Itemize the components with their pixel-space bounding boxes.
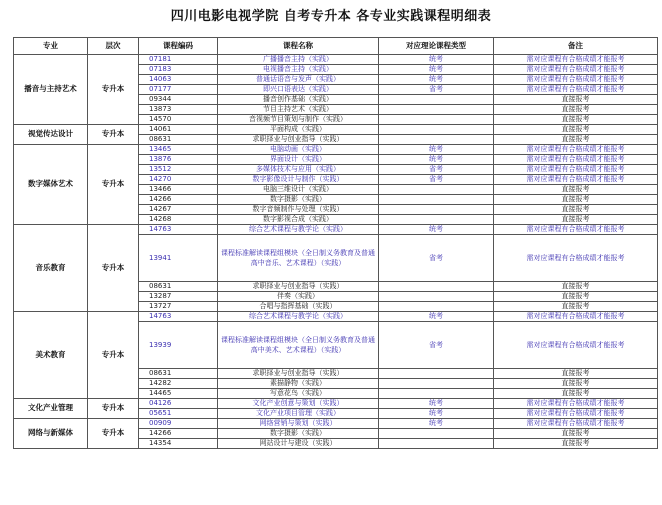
course-name: 综合艺术课程与教学论（实践） <box>218 225 379 235</box>
course-name: 课程标准解读课程组模块（全日制义务教育及普通高中美术、艺术课程）（实践） <box>218 322 379 369</box>
course-name: 网站设计与建设（实践） <box>218 439 379 449</box>
remark: 直接报考 <box>494 429 658 439</box>
course-code: 13512 <box>139 165 218 175</box>
course-name: 电脑动画（实践） <box>218 145 379 155</box>
theory-type <box>379 135 494 145</box>
remark: 直接报考 <box>494 135 658 145</box>
theory-type <box>379 215 494 225</box>
course-name: 即兴口语表达（实践） <box>218 85 379 95</box>
course-name: 文化产业创意与策划（实践） <box>218 399 379 409</box>
course-code: 14266 <box>139 195 218 205</box>
remark: 需对应课程有合格成绩才能报考 <box>494 75 658 85</box>
remark: 直接报考 <box>494 115 658 125</box>
header-level: 层次 <box>88 38 139 55</box>
course-code: 14266 <box>139 429 218 439</box>
theory-type <box>379 302 494 312</box>
major-name: 网络与新媒体 <box>14 419 88 449</box>
theory-type <box>379 195 494 205</box>
theory-type <box>379 369 494 379</box>
theory-type: 统考 <box>379 419 494 429</box>
course-name: 网络营销与策划（实践） <box>218 419 379 429</box>
theory-type: 省考 <box>379 175 494 185</box>
course-code: 14465 <box>139 389 218 399</box>
course-name: 求职择业与创业指导（实践） <box>218 135 379 145</box>
remark: 直接报考 <box>494 292 658 302</box>
remark: 直接报考 <box>494 369 658 379</box>
theory-type: 统考 <box>379 75 494 85</box>
course-name: 求职择业与创业指导（实践） <box>218 282 379 292</box>
table-row <box>14 55 658 65</box>
major-name: 视觉传达设计 <box>14 125 88 145</box>
theory-type <box>379 185 494 195</box>
remark: 需对应课程有合格成绩才能报考 <box>494 399 658 409</box>
theory-type: 统考 <box>379 55 494 65</box>
major-name: 播音与主持艺术 <box>14 55 88 125</box>
course-name: 综合艺术课程与教学论（实践） <box>218 312 379 322</box>
course-name: 数字音频制作与处理（实践） <box>218 205 379 215</box>
course-name: 数字摄影（实践） <box>218 195 379 205</box>
course-name: 界面设计（实践） <box>218 155 379 165</box>
remark: 需对应课程有合格成绩才能报考 <box>494 312 658 322</box>
course-code: 14063 <box>139 75 218 85</box>
remark: 直接报考 <box>494 125 658 135</box>
theory-type <box>379 292 494 302</box>
remark: 需对应课程有合格成绩才能报考 <box>494 85 658 95</box>
remark: 需对应课程有合格成绩才能报考 <box>494 165 658 175</box>
theory-type: 省考 <box>379 322 494 369</box>
course-name: 节目主持艺术（实践） <box>218 105 379 115</box>
table-body <box>14 55 658 449</box>
course-code: 14270 <box>139 175 218 185</box>
course-code: 14763 <box>139 312 218 322</box>
table-header-row <box>14 38 658 55</box>
remark: 需对应课程有合格成绩才能报考 <box>494 175 658 185</box>
level-cell: 专升本 <box>88 125 139 145</box>
remark: 直接报考 <box>494 379 658 389</box>
course-code: 14354 <box>139 439 218 449</box>
course-name: 音视频节目策划与制作（实践） <box>218 115 379 125</box>
course-code: 13727 <box>139 302 218 312</box>
course-code: 14763 <box>139 225 218 235</box>
remark: 需对应课程有合格成绩才能报考 <box>494 409 658 419</box>
course-code: 08631 <box>139 282 218 292</box>
level-cell: 专升本 <box>88 312 139 399</box>
remark: 直接报考 <box>494 95 658 105</box>
course-name: 数字摄影（实践） <box>218 429 379 439</box>
remark: 直接报考 <box>494 205 658 215</box>
major-name: 音乐教育 <box>14 225 88 312</box>
course-name: 电视播音主持（实践） <box>218 65 379 75</box>
course-name: 课程标准解读课程组模块（全日制义务教育及普通高中音乐、艺术课程）（实践） <box>218 235 379 282</box>
remark: 直接报考 <box>494 105 658 115</box>
remark: 需对应课程有合格成绩才能报考 <box>494 235 658 282</box>
course-code: 00909 <box>139 419 218 429</box>
header-note: 备注 <box>494 38 658 55</box>
course-code: 14570 <box>139 115 218 125</box>
major-name: 数字媒体艺术 <box>14 145 88 225</box>
remark: 直接报考 <box>494 282 658 292</box>
remark: 需对应课程有合格成绩才能报考 <box>494 225 658 235</box>
course-code: 13873 <box>139 105 218 115</box>
course-code: 13876 <box>139 155 218 165</box>
theory-type: 统考 <box>379 65 494 75</box>
table-row <box>14 399 658 409</box>
table-row <box>14 125 658 135</box>
page-title: 四川电影电视学院 自考专升本 各专业实践课程明细表 <box>170 9 492 24</box>
table-row <box>14 312 658 322</box>
theory-type: 省考 <box>379 85 494 95</box>
remark: 直接报考 <box>494 215 658 225</box>
course-code: 13941 <box>139 235 218 282</box>
theory-type: 统考 <box>379 312 494 322</box>
theory-type: 统考 <box>379 155 494 165</box>
course-name: 文化产业项目管理（实践） <box>218 409 379 419</box>
course-code: 07183 <box>139 65 218 75</box>
course-code: 14267 <box>139 205 218 215</box>
remark: 需对应课程有合格成绩才能报考 <box>494 322 658 369</box>
header-major: 专业 <box>14 38 88 55</box>
course-code: 13465 <box>139 145 218 155</box>
theory-type: 统考 <box>379 409 494 419</box>
remark: 需对应课程有合格成绩才能报考 <box>494 419 658 429</box>
level-cell: 专升本 <box>88 55 139 125</box>
course-code: 14268 <box>139 215 218 225</box>
course-code: 05651 <box>139 409 218 419</box>
remark: 直接报考 <box>494 389 658 399</box>
header-course: 课程名称 <box>218 38 379 55</box>
header-code: 课程编码 <box>139 38 218 55</box>
theory-type <box>379 282 494 292</box>
remark: 需对应课程有合格成绩才能报考 <box>494 155 658 165</box>
course-code: 08631 <box>139 135 218 145</box>
theory-type <box>379 379 494 389</box>
theory-type <box>379 125 494 135</box>
major-name: 美术教育 <box>14 312 88 399</box>
remark: 直接报考 <box>494 302 658 312</box>
theory-type: 省考 <box>379 165 494 175</box>
course-name: 电脑三维设计（实践） <box>218 185 379 195</box>
course-name: 普通话语音与发声（实践） <box>218 75 379 85</box>
course-name: 数字影视合成（实践） <box>218 215 379 225</box>
course-name: 播音创作基础（实践） <box>218 95 379 105</box>
level-cell: 专升本 <box>88 399 139 419</box>
theory-type <box>379 205 494 215</box>
course-code: 08631 <box>139 369 218 379</box>
remark: 直接报考 <box>494 185 658 195</box>
remark: 直接报考 <box>494 195 658 205</box>
course-name: 写意花鸟（实践） <box>218 389 379 399</box>
course-name: 平面构成（实践） <box>218 125 379 135</box>
course-code: 14061 <box>139 125 218 135</box>
course-name: 数字影像设计与制作（实践） <box>218 175 379 185</box>
table-row <box>14 225 658 235</box>
remark: 需对应课程有合格成绩才能报考 <box>494 145 658 155</box>
theory-type: 统考 <box>379 145 494 155</box>
course-code: 13466 <box>139 185 218 195</box>
course-code: 09344 <box>139 95 218 105</box>
theory-type <box>379 389 494 399</box>
level-cell: 专升本 <box>88 419 139 449</box>
course-name: 素描静物（实践） <box>218 379 379 389</box>
remark: 需对应课程有合格成绩才能报考 <box>494 65 658 75</box>
theory-type <box>379 105 494 115</box>
theory-type <box>379 429 494 439</box>
theory-type: 省考 <box>379 235 494 282</box>
course-name: 合唱与指挥基础（实践） <box>218 302 379 312</box>
course-name: 多媒体技术与应用（实践） <box>218 165 379 175</box>
course-code: 04126 <box>139 399 218 409</box>
course-table <box>13 37 658 449</box>
theory-type: 统考 <box>379 399 494 409</box>
header-type: 对应理论课程类型 <box>379 38 494 55</box>
theory-type <box>379 115 494 125</box>
course-code: 14282 <box>139 379 218 389</box>
theory-type: 统考 <box>379 225 494 235</box>
level-cell: 专升本 <box>88 225 139 312</box>
course-name: 伴奏（实践） <box>218 292 379 302</box>
theory-type <box>379 439 494 449</box>
level-cell: 专升本 <box>88 145 139 225</box>
table-row <box>14 419 658 429</box>
course-code: 07177 <box>139 85 218 95</box>
major-name: 文化产业管理 <box>14 399 88 419</box>
remark: 需对应课程有合格成绩才能报考 <box>494 55 658 65</box>
remark: 直接报考 <box>494 439 658 449</box>
course-code: 07181 <box>139 55 218 65</box>
course-name: 广播播音主持（实践） <box>218 55 379 65</box>
course-code: 13939 <box>139 322 218 369</box>
course-code: 13287 <box>139 292 218 302</box>
course-name: 求职择业与创业指导（实践） <box>218 369 379 379</box>
table-row <box>14 145 658 155</box>
theory-type <box>379 95 494 105</box>
